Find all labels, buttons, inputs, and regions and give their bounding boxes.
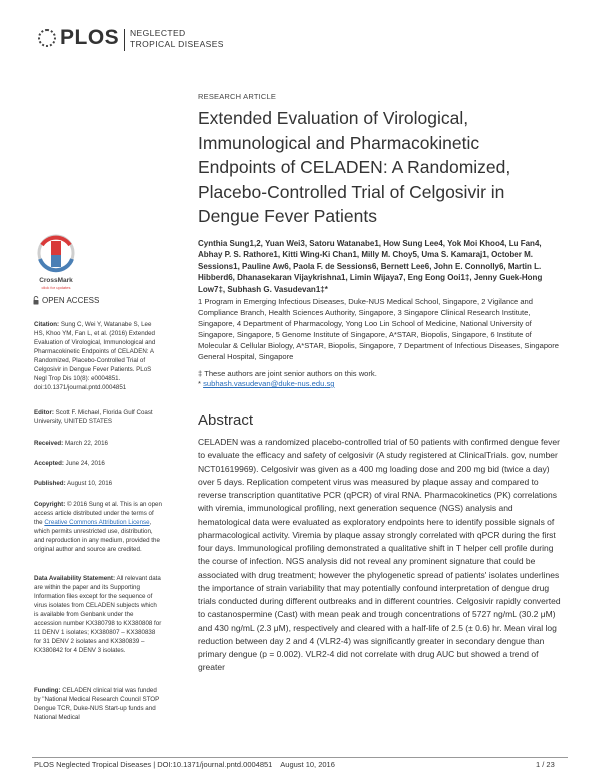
- crossmark-icon: [32, 233, 80, 277]
- article-type: RESEARCH ARTICLE: [198, 92, 277, 101]
- abstract-text: CELADEN was a randomized placebo-controlled trial of 50 patients with confirmed dengue fever to evaluate the efficacy and safety of celgosivir (A study registered at ClinicalTrials. gov, number NCT01619969). Celgosivir was given as a 400 mg loading dose and 200 mg bid (twice a day) over 5 days. Replication competent virus was measured by plaque assay and compared to reverse transcription quantitative PCR (qPCR) of viral RNA. Pharmacokinetics (PK) correlations with viremia, immunological profiling, next generation sequence (NGS) analysis and hematological data were evaluated as exploratory endpoints here to identify possible signals of pharmacological activity. Viremia by plaque assay strongly correlated with qPCR during the first four days. Immunological profiling demonstrated a qualitative shift in T helper cell profile during the course of infection. NGS analysis did not reveal any prominent signature that could be associated with drug treatment; however the phylogenetic spread of patients' isolates underlines the importance of strain variability that may potentially confound interpretation of dengue drug trials conducted during different outbreaks and in different countries. Celgosivir rapidly converted to castanospermine (Cast) with mean peak and trough concentrations of 5727 ng/mL (30.2 μM) and 430 ng/mL (2.3 μM), respectively and cleared with a half-life of 2.5 (± 0.6) hr. Mean viral log reduction between day 2 and 4 (VLR2-4) was significantly greater in secondary dengue than primary dengue (p = 0.002). VLR2-4 did not correlate with drug AUC but showed a trend of greater: [198, 437, 561, 673]
- page-number: 1 / 23: [536, 760, 555, 769]
- corresponding-email: * subhash.vasudevan@duke-nus.edu.sg: [198, 379, 335, 388]
- equal-contribution-note: ‡ These authors are joint senior authors on this work.: [198, 369, 377, 378]
- citation-block: Citation: Sung C, Wei Y, Watanabe S, Lee HS, Khoo YM, Fan L, et al. (2016) Extended Evaluation of Virological, Immunological and Pharmacokinetic Endpoints of CELADEN: A Randomized, Placebo-Controlled Trial of Celgosivir in Dengue Fever Patients. PLoS Negl Trop Dis 10(8): e0004851. doi:10.1371/journal.pntd.0004851: [34, 321, 156, 391]
- open-lock-icon: [33, 296, 39, 305]
- editor-block: Editor: Scott F. Michael, Florida Gulf Coast University, UNITED STATES: [34, 409, 153, 425]
- footer-divider: [32, 757, 568, 758]
- footer-citation: PLOS Neglected Tropical Diseases | DOI:10.1371/journal.pntd.0004851 August 10, 2016: [34, 760, 335, 769]
- crossmark-label: CrossMark: [39, 277, 73, 284]
- crossmark-badge[interactable]: [32, 233, 80, 293]
- published-date: Published: August 10, 2016: [34, 480, 113, 487]
- crossmark-sub: click for updates: [41, 285, 71, 290]
- author-list: Cynthia Sung1,2, Yuan Wei3, Satoru Watanabe1, How Sung Lee4, Yok Moi Khoo4, Lu Fan4, Abhay P. S. Rathore1, Kitti Wing-Ki Chan1, Milly M. Choy5, Uma S. Kamaraj1, October M. Sessions1, Pauline Aw6, Paola F. de Sessions6, Bernett Lee6, John E. Connolly6, Martin L. Hibberd6, Dhanasekaran Vijaykrishna1, Limin Wijaya7, Eng Eong Ooi1‡, Jenny Guek-Hong Low7‡, Subhash G. Vasudevan1‡*: [198, 239, 543, 294]
- email-link[interactable]: subhash.vasudevan@duke-nus.edu.sg: [203, 379, 335, 388]
- abstract-heading: Abstract: [198, 412, 254, 429]
- article-title: Extended Evaluation of Virological, Immunological and Pharmacokinetic Endpoints of CELADEN: A Randomized, Placebo-Controlled Trial of Celgosivir in Dengue Fever Patients: [198, 108, 511, 226]
- affiliations: 1 Program in Emerging Infectious Diseases, Duke-NUS Medical School, Singapore, 2 Vigilance and Compliance Branch, Health Sciences Authority, Singapore, 3 Singapore Clinical Research Institute, Singapore, 4 Department of Pharmacology, Yong Loo Lin School of Medicine, National University of Singapore, Singapore, 5 Genome Institute of Singapore, A*STAR, Biopolis, Singapore, 6 Institute of Molecular & Cellular Biology, A*STAR, Biopolis, Singapore, 7 Department of Infectious Diseases, Singapore General Hospital, Singapore: [198, 297, 560, 361]
- journal-logo[interactable]: [38, 24, 228, 56]
- journal-name: NEGLECTED TROPICAL DISEASES: [130, 28, 224, 49]
- received-date: Received: March 22, 2016: [34, 440, 108, 447]
- logo-divider: [124, 29, 125, 51]
- logo-word: PLOS: [60, 26, 120, 49]
- open-access-label: OPEN ACCESS: [42, 296, 100, 305]
- copyright-block: Copyright: © 2016 Sung et al. This is an open access article distributed under the terms of the Creative Commons Attribution License, which permits unrestricted use, distribution, and reproduction in any medium, provided the original author and source are credited.: [34, 501, 162, 553]
- license-link[interactable]: Creative Commons Attribution License: [44, 519, 150, 526]
- data-availability-block: Data Availability Statement: All relevant data are within the paper and its Supporting Information files except for the sequence of virus isolates from CELADEN subjects which is available from Genbank under the accession number KX380798 to KX380808 for 11 DENV 1 isolates; KX380807 – KX380838 for 31 DENV 2 isolates and KX380839 – KX380842 for 4 DENV 3 isolates.: [34, 575, 162, 654]
- funding-block: Funding: CELADEN clinical trial was funded by "National Medical Research Council STOP Dengue TCR, Duke-NUS Start-up funds and National Medical: [34, 687, 160, 721]
- plos-circle-icon: [38, 29, 56, 47]
- accepted-date: Accepted: June 24, 2016: [34, 460, 105, 467]
